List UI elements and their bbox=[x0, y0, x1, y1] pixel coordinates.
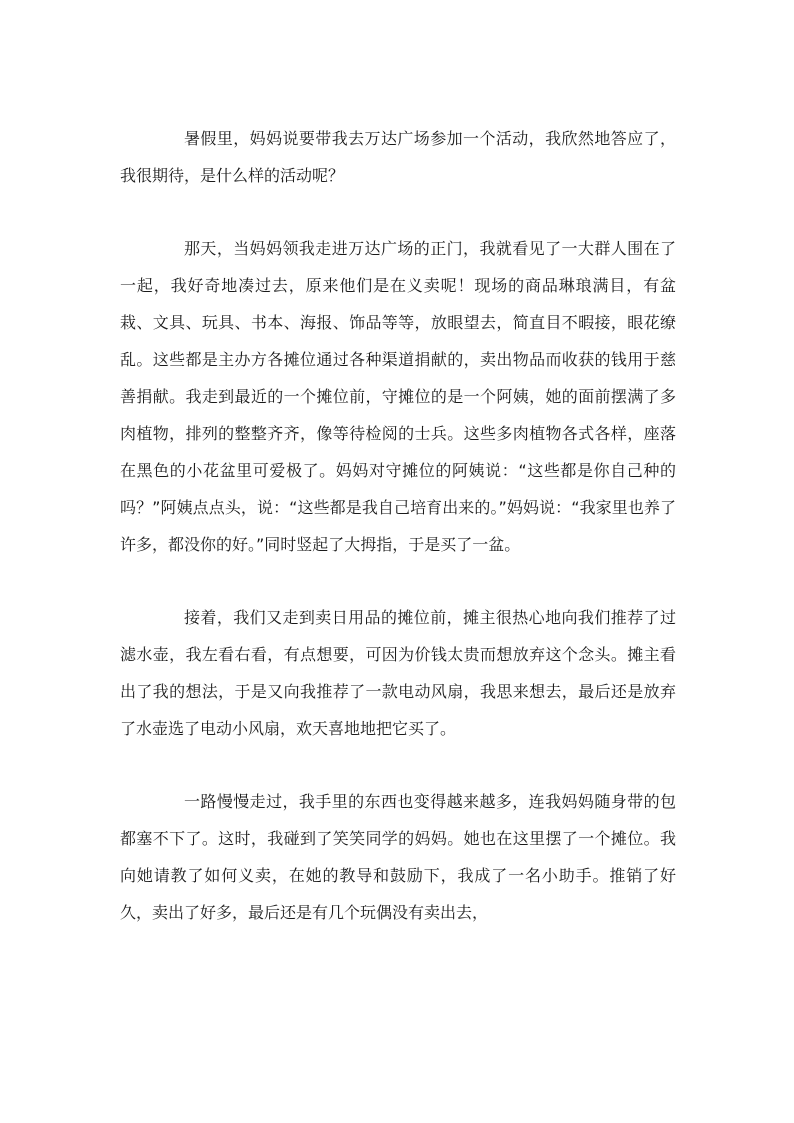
paragraph-4: 一路慢慢走过，我手里的东西也变得越来越多，连我妈妈随身带的包都塞不下了。这时，我碰到了笑笑同学的妈妈。她也在这里摆了一个摊位。我向她请教了如何义卖，在她的教导和鼓励下，我成了一名小助手。推销了好久，卖出了好多，最后还是有几个玩偶没有卖出去， bbox=[120, 792, 676, 922]
essay-body bbox=[120, 120, 676, 967]
paragraph-3: 接着，我们又走到卖日用品的摊位前，摊主很热心地向我们推荐了过滤水壶，我左看右看，有点想要，可因为价钱太贵而想放弃这个念头。摊主看出了我的想法，于是又向我推荐了一款电动风扇，我思来想去，最后还是放弃了水壶选了电动小风扇，欢天喜地地把它买了。 bbox=[120, 608, 676, 738]
paragraph-1: 暑假里，妈妈说要带我去万达广场参加一个活动，我欣然地答应了，我很期待，是什么样的活动呢？ bbox=[120, 129, 676, 185]
paragraph-2: 那天，当妈妈领我走进万达广场的正门，我就看见了一大群人围在了一起，我好奇地凑过去，原来他们是在义卖呢！现场的商品琳琅满目，有盆栽、文具、玩具、书本、海报、饰品等等，放眼望去，简直目不暇接，眼花缭乱。这些都是主办方各摊位通过各种渠道捐献的，卖出物品而收获的钱用于慈善捐献。我走到最近的一个摊位前，守摊位的是一个阿姨，她的面前摆满了多肉植物，排列的整整齐齐，像等待检阅的士兵。这些多肉植物各式各样，座落在黑色的小花盆里可爱极了。妈妈对守摊位的阿姨说：“这些都是你自己种的吗？”阿姨点点头，说：“这些都是我自己培育出来的。”妈妈说：“我家里也养了许多，都没你的好。”同时竖起了大拇指，于是买了一盆。 bbox=[120, 239, 676, 554]
